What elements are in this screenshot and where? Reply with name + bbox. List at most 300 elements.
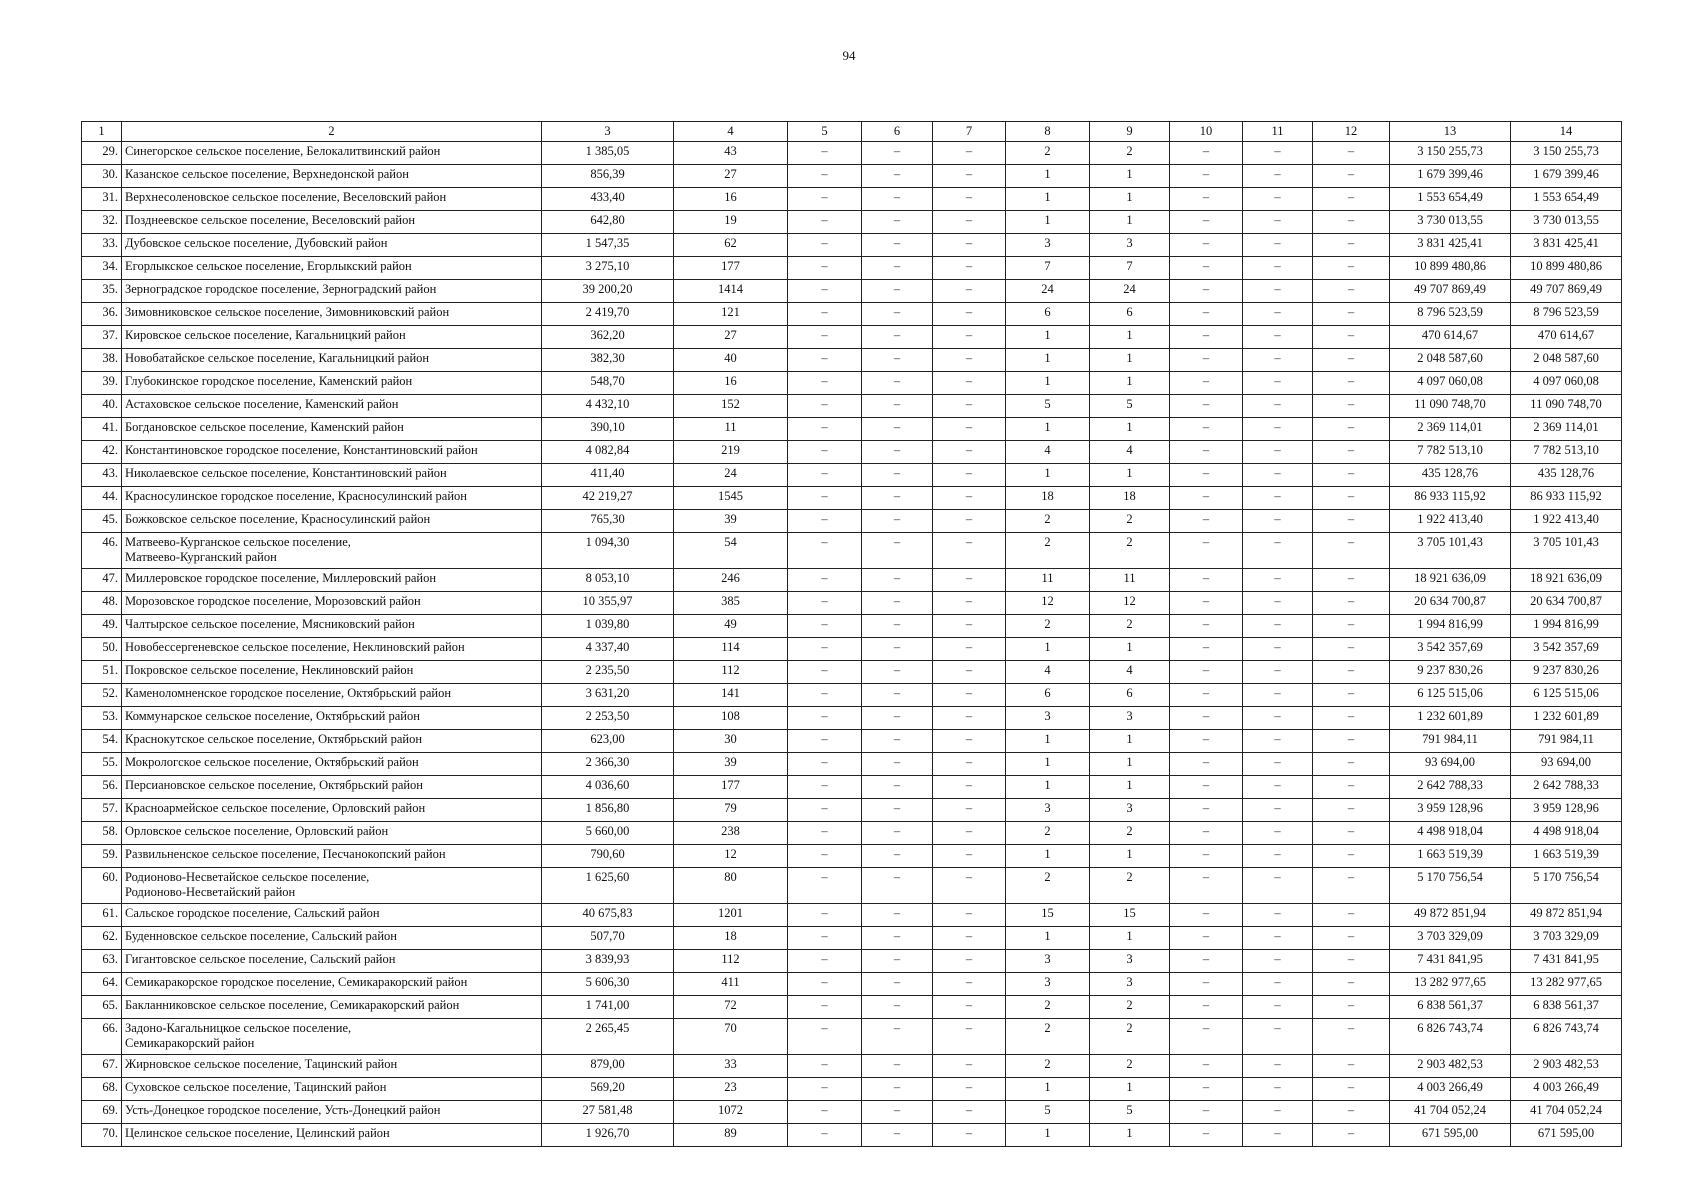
col9-cell: 1: [1090, 464, 1170, 487]
row-number-cell: 51.: [82, 661, 122, 684]
empty-value-cell: –: [933, 592, 1006, 615]
empty-value-cell: –: [862, 592, 933, 615]
count-cell: 1201: [674, 904, 788, 927]
column-header-2: 2: [122, 122, 542, 142]
settlement-name: Новобессергеневское сельское поселение, Неклиновский район: [125, 640, 465, 654]
empty-value-cell: –: [1243, 142, 1313, 165]
amount-cell: 6 125 515,06: [1390, 684, 1511, 707]
area-cell: 27 581,48: [542, 1101, 674, 1124]
empty-value-cell: –: [933, 349, 1006, 372]
empty-value-cell: –: [1243, 165, 1313, 188]
empty-value-cell: –: [1313, 418, 1390, 441]
row-number-cell: 32.: [82, 211, 122, 234]
col9-cell: 2: [1090, 868, 1170, 904]
empty-value-cell: –: [862, 707, 933, 730]
col9-cell: 3: [1090, 973, 1170, 996]
area-cell: 1 547,35: [542, 234, 674, 257]
empty-value-cell: –: [1243, 487, 1313, 510]
amount-total-cell: 9 237 830,26: [1511, 661, 1622, 684]
table-row: [82, 1124, 1622, 1147]
settlement-name-cell: [122, 661, 542, 684]
area-cell: 2 419,70: [542, 303, 674, 326]
page-number: 94: [842, 48, 856, 63]
amount-cell: 671 595,00: [1390, 1124, 1511, 1147]
row-number-cell: 63.: [82, 950, 122, 973]
settlement-name-cell: [122, 441, 542, 464]
empty-value-cell: –: [788, 165, 862, 188]
empty-value-cell: –: [1170, 372, 1243, 395]
area-cell: 39 200,20: [542, 280, 674, 303]
count-cell: 23: [674, 1078, 788, 1101]
count-cell: 39: [674, 753, 788, 776]
col9-cell: 1: [1090, 638, 1170, 661]
table-row: [82, 533, 1622, 569]
amount-total-cell: 2 642 788,33: [1511, 776, 1622, 799]
count-cell: 33: [674, 1055, 788, 1078]
settlement-name: Гигантовское сельское поселение, Сальский район: [125, 952, 396, 966]
empty-value-cell: –: [1313, 615, 1390, 638]
col9-cell: 5: [1090, 395, 1170, 418]
table-row: [82, 753, 1622, 776]
col9-cell: 1: [1090, 730, 1170, 753]
area-cell: 4 432,10: [542, 395, 674, 418]
area-cell: 8 053,10: [542, 569, 674, 592]
count-cell: 121: [674, 303, 788, 326]
settlement-name-cell: [122, 326, 542, 349]
row-number-cell: 30.: [82, 165, 122, 188]
settlement-name-cell: [122, 280, 542, 303]
count-cell: 219: [674, 441, 788, 464]
settlement-name-cell: [122, 303, 542, 326]
amount-total-cell: 2 903 482,53: [1511, 1055, 1622, 1078]
empty-value-cell: –: [933, 418, 1006, 441]
col8-cell: 1: [1006, 326, 1090, 349]
table-row: [82, 1101, 1622, 1124]
area-cell: 569,20: [542, 1078, 674, 1101]
area-cell: 1 094,30: [542, 533, 674, 569]
empty-value-cell: –: [1313, 707, 1390, 730]
empty-value-cell: –: [1243, 349, 1313, 372]
empty-value-cell: –: [1313, 661, 1390, 684]
table-row: [82, 418, 1622, 441]
col9-cell: 11: [1090, 569, 1170, 592]
settlement-name: Задоно-Кагальницкое сельское поселение,: [125, 1021, 352, 1035]
empty-value-cell: –: [788, 1101, 862, 1124]
settlement-name-cell: [122, 615, 542, 638]
settlement-name: Красносулинское городское поселение, Красносулинский район: [125, 489, 467, 503]
table-row: [82, 684, 1622, 707]
table-row: [82, 280, 1622, 303]
column-header-13: 13: [1390, 122, 1511, 142]
amount-total-cell: 3 705 101,43: [1511, 533, 1622, 569]
count-cell: 62: [674, 234, 788, 257]
amount-cell: 7 782 513,10: [1390, 441, 1511, 464]
col9-cell: 1: [1090, 326, 1170, 349]
empty-value-cell: –: [1243, 592, 1313, 615]
col8-cell: 4: [1006, 441, 1090, 464]
empty-value-cell: –: [1313, 753, 1390, 776]
empty-value-cell: –: [1313, 1055, 1390, 1078]
col8-cell: 1: [1006, 730, 1090, 753]
empty-value-cell: –: [933, 372, 1006, 395]
settlement-name-cell: [122, 799, 542, 822]
area-cell: 362,20: [542, 326, 674, 349]
row-number-cell: 52.: [82, 684, 122, 707]
col8-cell: 1: [1006, 753, 1090, 776]
empty-value-cell: –: [1243, 661, 1313, 684]
col8-cell: 2: [1006, 142, 1090, 165]
col9-cell: 1: [1090, 1124, 1170, 1147]
table-row: [82, 188, 1622, 211]
settlement-name: Матвеево-Курганское сельское поселение,: [125, 535, 351, 549]
empty-value-cell: –: [1243, 326, 1313, 349]
col8-cell: 2: [1006, 996, 1090, 1019]
col9-cell: 3: [1090, 234, 1170, 257]
empty-value-cell: –: [1170, 257, 1243, 280]
empty-value-cell: –: [1243, 996, 1313, 1019]
row-number-cell: 69.: [82, 1101, 122, 1124]
col8-cell: 1: [1006, 1124, 1090, 1147]
settlement-name-cell: [122, 776, 542, 799]
amount-total-cell: 49 707 869,49: [1511, 280, 1622, 303]
empty-value-cell: –: [862, 684, 933, 707]
col8-cell: 5: [1006, 395, 1090, 418]
amount-cell: 11 090 748,70: [1390, 395, 1511, 418]
empty-value-cell: –: [788, 510, 862, 533]
empty-value-cell: –: [1313, 441, 1390, 464]
empty-value-cell: –: [1313, 188, 1390, 211]
empty-value-cell: –: [1313, 1124, 1390, 1147]
table-row: [82, 487, 1622, 510]
amount-cell: 86 933 115,92: [1390, 487, 1511, 510]
column-header-4: 4: [674, 122, 788, 142]
settlement-name: Верхнесоленовское сельское поселение, Веселовский район: [125, 190, 447, 204]
col9-cell: 2: [1090, 510, 1170, 533]
table-row: [82, 569, 1622, 592]
row-number-cell: 33.: [82, 234, 122, 257]
settlement-name: Новобатайское сельское поселение, Кагальницкий район: [125, 351, 430, 365]
col9-cell: 6: [1090, 684, 1170, 707]
empty-value-cell: –: [1170, 753, 1243, 776]
empty-value-cell: –: [1243, 234, 1313, 257]
table-row: [82, 615, 1622, 638]
empty-value-cell: –: [862, 1055, 933, 1078]
empty-value-cell: –: [933, 730, 1006, 753]
settlement-name: Красноармейское сельское поселение, Орловский район: [125, 801, 426, 815]
empty-value-cell: –: [933, 950, 1006, 973]
count-cell: 79: [674, 799, 788, 822]
empty-value-cell: –: [788, 730, 862, 753]
amount-cell: 1 553 654,49: [1390, 188, 1511, 211]
count-cell: 246: [674, 569, 788, 592]
settlement-name: Семикаракорское городское поселение, Семикаракорский район: [125, 975, 468, 989]
col9-cell: 1: [1090, 845, 1170, 868]
settlement-name-cell: [122, 234, 542, 257]
settlement-name-cell: [122, 165, 542, 188]
empty-value-cell: –: [788, 927, 862, 950]
table-row: [82, 441, 1622, 464]
empty-value-cell: –: [1243, 1019, 1313, 1055]
empty-value-cell: –: [1243, 188, 1313, 211]
empty-value-cell: –: [933, 996, 1006, 1019]
empty-value-cell: –: [862, 996, 933, 1019]
area-cell: 642,80: [542, 211, 674, 234]
col8-cell: 18: [1006, 487, 1090, 510]
amount-total-cell: 3 542 357,69: [1511, 638, 1622, 661]
empty-value-cell: –: [1243, 303, 1313, 326]
amount-total-cell: 4 498 918,04: [1511, 822, 1622, 845]
amount-total-cell: 5 170 756,54: [1511, 868, 1622, 904]
empty-value-cell: –: [862, 904, 933, 927]
empty-value-cell: –: [1313, 510, 1390, 533]
settlement-name-continued: Матвеево-Курганский район: [125, 550, 277, 564]
empty-value-cell: –: [1170, 684, 1243, 707]
amount-cell: 8 796 523,59: [1390, 303, 1511, 326]
table-row: [82, 326, 1622, 349]
empty-value-cell: –: [933, 638, 1006, 661]
col8-cell: 3: [1006, 973, 1090, 996]
empty-value-cell: –: [1170, 510, 1243, 533]
empty-value-cell: –: [933, 799, 1006, 822]
column-header-12: 12: [1313, 122, 1390, 142]
empty-value-cell: –: [1243, 441, 1313, 464]
empty-value-cell: –: [862, 1078, 933, 1101]
col8-cell: 2: [1006, 868, 1090, 904]
empty-value-cell: –: [1313, 868, 1390, 904]
empty-value-cell: –: [1313, 165, 1390, 188]
empty-value-cell: –: [1170, 533, 1243, 569]
empty-value-cell: –: [862, 868, 933, 904]
empty-value-cell: –: [788, 395, 862, 418]
empty-value-cell: –: [1170, 973, 1243, 996]
count-cell: 177: [674, 776, 788, 799]
col9-cell: 2: [1090, 142, 1170, 165]
amount-total-cell: 470 614,67: [1511, 326, 1622, 349]
empty-value-cell: –: [933, 211, 1006, 234]
col9-cell: 1: [1090, 211, 1170, 234]
empty-value-cell: –: [933, 188, 1006, 211]
count-cell: 27: [674, 326, 788, 349]
table-row: [82, 996, 1622, 1019]
settlement-name: Родионово-Несветайское сельское поселение,: [125, 870, 370, 884]
col8-cell: 1: [1006, 1078, 1090, 1101]
settlement-name-cell: [122, 1019, 542, 1055]
empty-value-cell: –: [933, 661, 1006, 684]
settlement-name: Зимовниковское сельское поселение, Зимовниковский район: [125, 305, 450, 319]
empty-value-cell: –: [1170, 1101, 1243, 1124]
settlement-name-cell: [122, 973, 542, 996]
empty-value-cell: –: [933, 1055, 1006, 1078]
empty-value-cell: –: [862, 211, 933, 234]
count-cell: 112: [674, 950, 788, 973]
empty-value-cell: –: [788, 684, 862, 707]
area-cell: 765,30: [542, 510, 674, 533]
column-header-6: 6: [862, 122, 933, 142]
count-cell: 49: [674, 615, 788, 638]
count-cell: 19: [674, 211, 788, 234]
table-row: [82, 661, 1622, 684]
settlement-name: Константиновское городское поселение, Константиновский район: [125, 443, 478, 457]
col9-cell: 4: [1090, 661, 1170, 684]
empty-value-cell: –: [1313, 142, 1390, 165]
settlement-name-cell: [122, 996, 542, 1019]
area-cell: 3 839,93: [542, 950, 674, 973]
empty-value-cell: –: [933, 142, 1006, 165]
amount-cell: 5 170 756,54: [1390, 868, 1511, 904]
col8-cell: 5: [1006, 1101, 1090, 1124]
settlement-name: Целинское сельское поселение, Целинский район: [125, 1126, 390, 1140]
empty-value-cell: –: [1313, 927, 1390, 950]
area-cell: 548,70: [542, 372, 674, 395]
count-cell: 152: [674, 395, 788, 418]
empty-value-cell: –: [1243, 1078, 1313, 1101]
settlement-name-cell: [122, 868, 542, 904]
table-row: [82, 1055, 1622, 1078]
empty-value-cell: –: [1313, 684, 1390, 707]
settlement-name-cell: [122, 418, 542, 441]
empty-value-cell: –: [933, 1101, 1006, 1124]
area-cell: 2 235,50: [542, 661, 674, 684]
empty-value-cell: –: [1313, 638, 1390, 661]
amount-cell: 435 128,76: [1390, 464, 1511, 487]
col9-cell: 2: [1090, 615, 1170, 638]
empty-value-cell: –: [933, 280, 1006, 303]
row-number-cell: 42.: [82, 441, 122, 464]
empty-value-cell: –: [788, 1019, 862, 1055]
header-row: [82, 122, 1622, 142]
amount-cell: 10 899 480,86: [1390, 257, 1511, 280]
empty-value-cell: –: [1313, 487, 1390, 510]
count-cell: 411: [674, 973, 788, 996]
empty-value-cell: –: [862, 845, 933, 868]
empty-value-cell: –: [788, 845, 862, 868]
empty-value-cell: –: [1313, 280, 1390, 303]
count-cell: 70: [674, 1019, 788, 1055]
col8-cell: 1: [1006, 464, 1090, 487]
settlement-name: Усть-Донецкое городское поселение, Усть-Донецкий район: [125, 1103, 441, 1117]
amount-cell: 9 237 830,26: [1390, 661, 1511, 684]
col8-cell: 11: [1006, 569, 1090, 592]
col8-cell: 12: [1006, 592, 1090, 615]
col9-cell: 2: [1090, 996, 1170, 1019]
count-cell: 16: [674, 188, 788, 211]
settlement-name-cell: [122, 753, 542, 776]
col8-cell: 1: [1006, 927, 1090, 950]
amount-total-cell: 1 663 519,39: [1511, 845, 1622, 868]
empty-value-cell: –: [1313, 776, 1390, 799]
empty-value-cell: –: [1170, 592, 1243, 615]
empty-value-cell: –: [1170, 1019, 1243, 1055]
empty-value-cell: –: [1170, 822, 1243, 845]
amount-total-cell: 3 959 128,96: [1511, 799, 1622, 822]
count-cell: 108: [674, 707, 788, 730]
empty-value-cell: –: [933, 569, 1006, 592]
empty-value-cell: –: [1243, 845, 1313, 868]
empty-value-cell: –: [862, 372, 933, 395]
col8-cell: 2: [1006, 1055, 1090, 1078]
amount-total-cell: 435 128,76: [1511, 464, 1622, 487]
amount-cell: 3 831 425,41: [1390, 234, 1511, 257]
count-cell: 24: [674, 464, 788, 487]
col9-cell: 6: [1090, 303, 1170, 326]
settlement-name: Синегорское сельское поселение, Белокалитвинский район: [125, 144, 441, 158]
empty-value-cell: –: [788, 615, 862, 638]
table-row: [82, 776, 1622, 799]
area-cell: 3 631,20: [542, 684, 674, 707]
settlement-name-cell: [122, 510, 542, 533]
empty-value-cell: –: [862, 303, 933, 326]
amount-total-cell: 1 553 654,49: [1511, 188, 1622, 211]
empty-value-cell: –: [788, 638, 862, 661]
amount-cell: 13 282 977,65: [1390, 973, 1511, 996]
amount-cell: 3 542 357,69: [1390, 638, 1511, 661]
empty-value-cell: –: [1170, 464, 1243, 487]
amount-cell: 3 150 255,73: [1390, 142, 1511, 165]
col8-cell: 3: [1006, 707, 1090, 730]
empty-value-cell: –: [788, 996, 862, 1019]
settlement-name-cell: [122, 1124, 542, 1147]
empty-value-cell: –: [1243, 280, 1313, 303]
empty-value-cell: –: [862, 326, 933, 349]
empty-value-cell: –: [788, 950, 862, 973]
table-row: [82, 303, 1622, 326]
area-cell: 879,00: [542, 1055, 674, 1078]
table-row: [82, 165, 1622, 188]
empty-value-cell: –: [1313, 822, 1390, 845]
empty-value-cell: –: [1313, 592, 1390, 615]
empty-value-cell: –: [1313, 799, 1390, 822]
amount-cell: 1 922 413,40: [1390, 510, 1511, 533]
col8-cell: 2: [1006, 615, 1090, 638]
settlement-name-cell: [122, 349, 542, 372]
row-number-cell: 38.: [82, 349, 122, 372]
column-header-11: 11: [1243, 122, 1313, 142]
column-header-14: 14: [1511, 122, 1622, 142]
empty-value-cell: –: [1243, 707, 1313, 730]
settlement-name-cell: [122, 211, 542, 234]
empty-value-cell: –: [862, 510, 933, 533]
empty-value-cell: –: [1313, 1101, 1390, 1124]
settlement-name-cell: [122, 257, 542, 280]
settlement-name: Суховское сельское поселение, Тацинский район: [125, 1080, 387, 1094]
settlement-name: Мокрологское сельское поселение, Октябрьский район: [125, 755, 419, 769]
count-cell: 11: [674, 418, 788, 441]
table-row: [82, 349, 1622, 372]
amount-total-cell: 2 048 587,60: [1511, 349, 1622, 372]
empty-value-cell: –: [933, 464, 1006, 487]
empty-value-cell: –: [862, 142, 933, 165]
empty-value-cell: –: [862, 973, 933, 996]
amount-cell: 2 642 788,33: [1390, 776, 1511, 799]
empty-value-cell: –: [788, 349, 862, 372]
amount-total-cell: 2 369 114,01: [1511, 418, 1622, 441]
area-cell: 390,10: [542, 418, 674, 441]
area-cell: 42 219,27: [542, 487, 674, 510]
col9-cell: 1: [1090, 349, 1170, 372]
amount-total-cell: 7 431 841,95: [1511, 950, 1622, 973]
empty-value-cell: –: [933, 165, 1006, 188]
amount-total-cell: 8 796 523,59: [1511, 303, 1622, 326]
settlement-name-cell: [122, 1055, 542, 1078]
settlement-name: Позднеевское сельское поселение, Веселовский район: [125, 213, 416, 227]
empty-value-cell: –: [1313, 303, 1390, 326]
empty-value-cell: –: [788, 441, 862, 464]
col8-cell: 4: [1006, 661, 1090, 684]
empty-value-cell: –: [862, 1019, 933, 1055]
count-cell: 112: [674, 661, 788, 684]
empty-value-cell: –: [1313, 1019, 1390, 1055]
amount-total-cell: 1 679 399,46: [1511, 165, 1622, 188]
